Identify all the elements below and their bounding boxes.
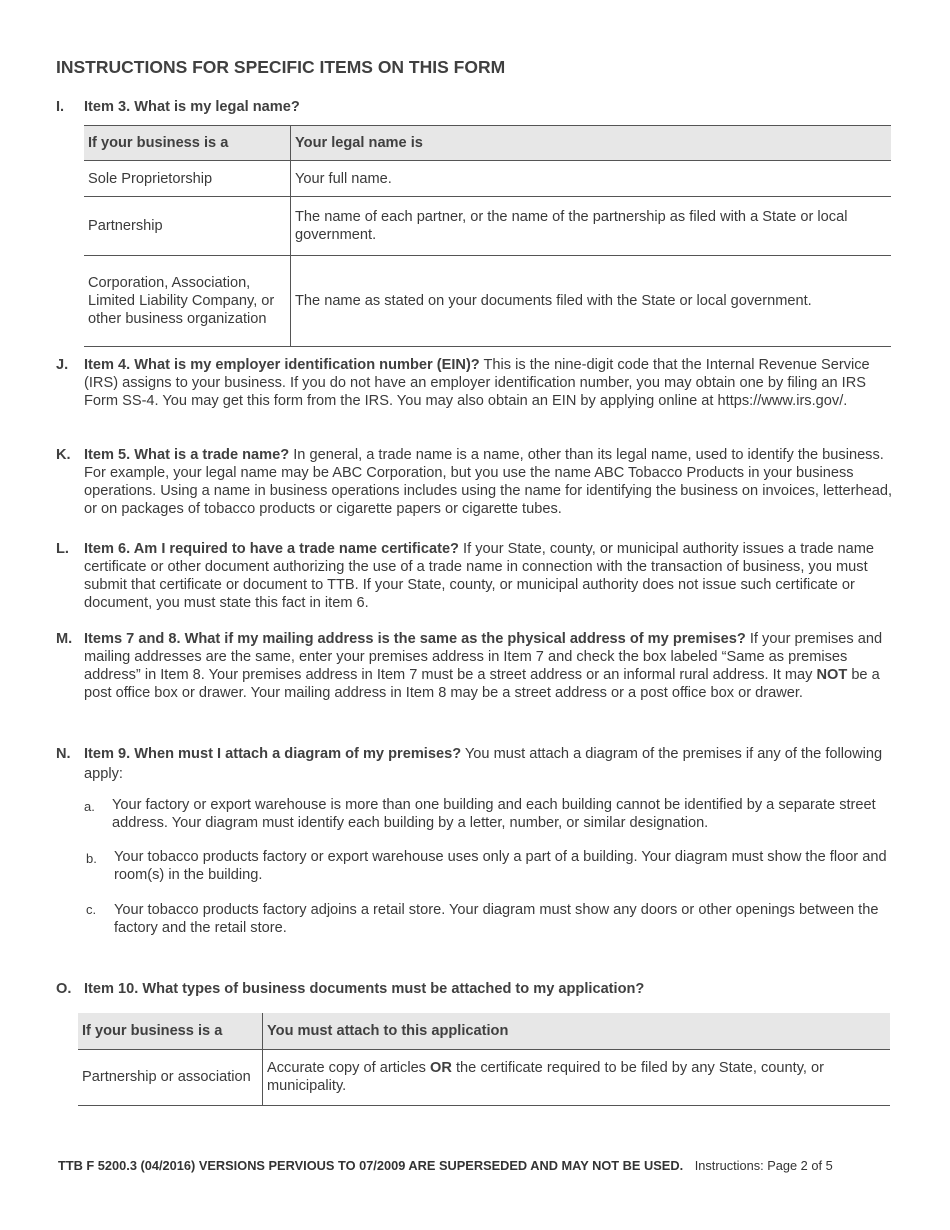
table-header-row — [84, 126, 891, 161]
item-i — [56, 98, 894, 116]
item-k — [56, 446, 894, 518]
sub-label: c. — [86, 902, 97, 917]
sub-text: Your factory or export warehouse is more than one building and each building cannot be identified by a separate street address. Your diagram must identify each building by a letter, number, or similar designation. — [112, 797, 876, 831]
table-header-cell: Your legal name is — [295, 135, 423, 151]
legal-name-table — [84, 125, 891, 347]
form-number: TTB F 5200.3 (04/2016) VERSIONS PERVIOUS TO 07/2009 ARE SUPERSEDED AND MAY NOT BE USED. — [58, 1158, 684, 1173]
item-letter: L. — [56, 541, 69, 557]
table-cell: Sole Proprietorship — [84, 161, 291, 197]
table-row — [84, 197, 891, 256]
item-n-sub-a — [84, 796, 892, 832]
item-l — [56, 540, 894, 612]
item-heading: Item 10. What types of business documents must be attached to my application? — [84, 981, 645, 997]
sub-label: b. — [86, 851, 97, 866]
item-heading: Item 5. What is a trade name? — [84, 447, 290, 463]
table-row — [84, 161, 891, 197]
item-text: If your State, county, or municipal authority issues a trade name certificate or other document authorizing the use of a trade name in connection with the transaction of business, you must submit that certificate or document to TTB. If your State, county, or municipal authority does not issue such certificate or document, you must state this fact in item 6. — [84, 541, 875, 611]
item-heading: Item 6. Am I required to have a trade name certificate? — [84, 541, 459, 557]
item-letter: J. — [56, 357, 69, 373]
item-heading: Item 3. What is my legal name? — [84, 99, 300, 115]
item-heading: Item 9. When must I attach a diagram of my premises? — [84, 746, 462, 762]
table-header-cell: If your business is a — [84, 126, 291, 161]
sub-text: Your tobacco products factory adjoins a retail store. Your diagram must show any doors or other openings between the factory and the retail store. — [114, 902, 879, 936]
sub-label: a. — [84, 799, 95, 814]
item-letter: K. — [56, 447, 71, 463]
table-cell: Corporation, Association, Limited Liability Company, or other business organization — [84, 256, 291, 347]
table-cell: Your full name. — [291, 161, 892, 197]
cell-text: Accurate copy of articles — [267, 1060, 431, 1076]
table-cell — [263, 1049, 891, 1105]
item-text: In general, a trade name is a name, other than its legal name, used to identify the business. For example, your legal name may be ABC Corporation, but you use the name ABC Tobacco Products in your business operations. Using a name in business operations includes using the name for identifying the business on invoices, letterhead, or on packages of tobacco products or cigarette papers or cigarette tubes. — [84, 447, 893, 517]
item-letter: M. — [56, 631, 73, 647]
item-n-sub-c — [86, 901, 894, 937]
table-row — [78, 1049, 890, 1105]
item-n-sub-b — [86, 848, 894, 884]
item-j — [56, 356, 894, 410]
table-header-cell: If your business is a — [78, 1013, 263, 1049]
item-letter: O. — [56, 981, 72, 997]
item-heading: Item 4. What is my employer identification number (EIN)? — [84, 357, 480, 373]
table-row — [84, 256, 891, 347]
cell-emphasis: OR — [430, 1060, 452, 1076]
item-text: be a post office box or drawer. Your mailing address in Item 8 may be a street address or a post office box or drawer. — [84, 667, 880, 701]
table-cell: Partnership — [84, 197, 291, 256]
footer — [58, 1157, 833, 1175]
table-cell: The name as stated on your documents filed with the State or local government. — [291, 256, 892, 347]
sub-text: Your tobacco products factory or export warehouse uses only a part of a building. Your diagram must show the floor and room(s) in the building. — [114, 849, 887, 883]
item-heading: Items 7 and 8. What if my mailing address is the same as the physical address of my premises? — [84, 631, 746, 647]
item-emphasis: NOT — [816, 667, 848, 683]
item-text: This is the nine-digit code that the Internal Revenue Service (IRS) assigns to your business. If you do not have an employer identification number, you may obtain one by filing an IRS Form SS-4. You may get this form from the IRS. You may also obtain an EIN by applying online at https://www.irs.gov/. — [84, 357, 870, 409]
table-header-cell: You must attach to this application — [267, 1022, 509, 1039]
page-number: Instructions: Page 2 of 5 — [694, 1158, 833, 1173]
item-letter: N. — [56, 746, 71, 762]
item-m — [56, 630, 894, 702]
item-o — [56, 980, 894, 998]
item-n — [56, 744, 894, 784]
item-text: You must attach a diagram of the premises if any of the following apply: — [84, 746, 883, 782]
page-title: INSTRUCTIONS FOR SPECIFIC ITEMS ON THIS FORM — [56, 57, 506, 77]
cell-text: the certificate required to be filed by any State, county, or municipality. — [267, 1060, 825, 1094]
table-header-row — [78, 1013, 890, 1049]
item-text: If your premises and mailing addresses are the same, enter your premises address in Item 7 and check the box labeled “Same as premises address” in Item 8. Your premises address in Item 7 must be a street address or an informal rural address. It may — [84, 631, 883, 683]
item-letter: I. — [56, 99, 65, 115]
table-cell: The name of each partner, or the name of the partnership as filed with a State or local government. — [291, 197, 892, 256]
business-documents-table — [78, 1013, 890, 1106]
table-cell: Partnership or association — [78, 1049, 263, 1105]
